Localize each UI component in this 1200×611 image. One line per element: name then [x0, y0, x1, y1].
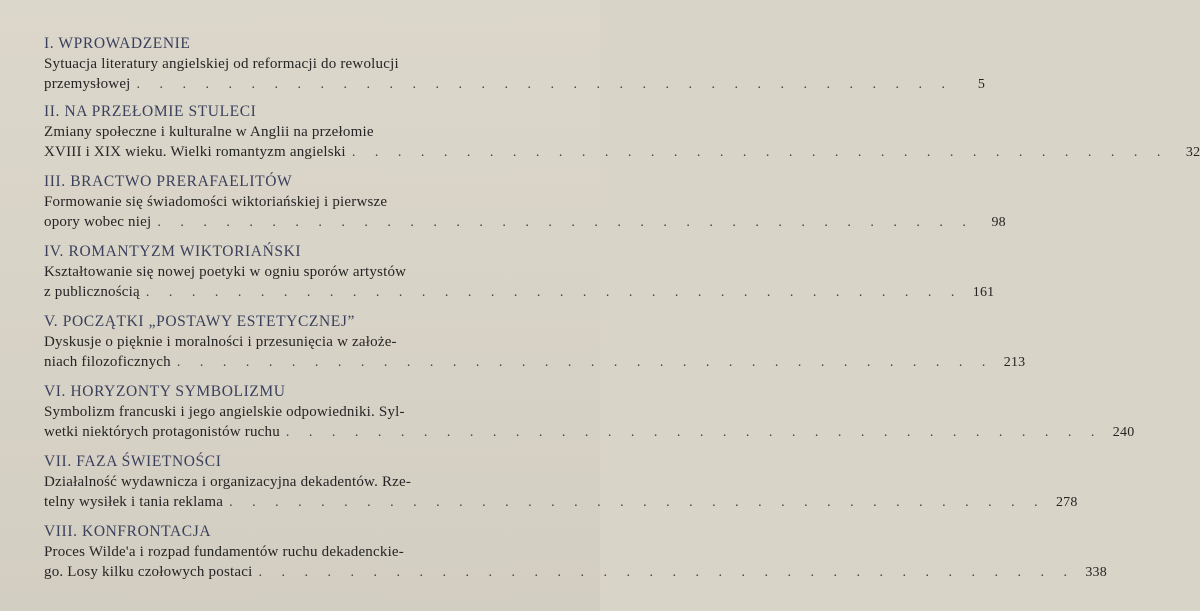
toc-entry-7 — [44, 452, 1078, 522]
toc-entry-5 — [44, 312, 1026, 382]
leader-dots: . . . . . . . . . . . . . . . . . . . . . . . . . . . . . . . . . . . . — [136, 77, 954, 92]
leader-dots: . . . . . . . . . . . . . . . . . . . . . . . . . . . . . . . . . . . . — [351, 145, 1169, 160]
leader-dots: . . . . . . . . . . . . . . . . . . . . . . . . . . . . . . . . . . . . — [176, 355, 994, 370]
chapter-title: I. WPROWADZENIE — [44, 35, 191, 52]
toc-entry-8 — [44, 522, 1107, 592]
toc-entry-2 — [44, 102, 1200, 172]
chapter-description-end: opory wobec niej — [44, 214, 152, 230]
chapter-description: Dyskusje o pięknie i moralności i przesunięcia w założe- — [44, 334, 397, 350]
chapter-description-end: XVIII i XIX wieku. Wielki romantyzm angielski — [44, 144, 346, 160]
chapter-last-line — [44, 352, 1026, 373]
chapter-description: Zmiany społeczne i kulturalne w Anglii na przełomie — [44, 124, 374, 140]
chapter-description: Formowanie się świadomości wiktoriańskiej i pierwsze — [44, 194, 388, 210]
chapter-title: III. BRACTWO PRERAFAELITÓW — [44, 173, 293, 190]
page-number: 161 — [972, 285, 995, 300]
toc-entry-6 — [44, 382, 1135, 452]
chapter-description-end: telny wysiłek i tania reklama — [44, 494, 224, 510]
toc-entry-4 — [44, 242, 995, 312]
chapter-description: Symbolizm francuski i jego angielskie odpowiedniki. Syl- — [44, 404, 405, 420]
page-number: 278 — [1055, 495, 1078, 510]
toc-entry-1 — [44, 34, 986, 102]
chapter-last-line — [44, 74, 986, 95]
chapter-description-end: go. Losy kilku czołowych postaci — [44, 564, 253, 580]
chapter-title: II. NA PRZEŁOMIE STULECI — [44, 103, 257, 120]
chapter-last-line — [44, 562, 1107, 583]
page-number: 338 — [1085, 565, 1107, 580]
chapter-last-line — [44, 422, 1135, 443]
table-of-contents — [44, 34, 1200, 592]
leader-dots: . . . . . . . . . . . . . . . . . . . . . . . . . . . . . . . . . . . . — [285, 425, 1103, 440]
chapter-title: V. POCZĄTKI „POSTAWY ESTETYCZNEJ” — [44, 313, 355, 330]
chapter-last-line — [44, 282, 995, 303]
leader-dots: . . . . . . . . . . . . . . . . . . . . . . . . . . . . . . . . . . . . — [145, 285, 963, 300]
chapter-title: VI. HORYZONTY SYMBOLIZMU — [44, 383, 286, 400]
chapter-title: VII. FAZA ŚWIETNOŚCI — [44, 453, 222, 470]
chapter-description: Proces Wilde'a i rozpad fundamentów ruchu dekadenckie- — [44, 544, 404, 560]
page-number: 98 — [991, 215, 1006, 230]
chapter-last-line — [44, 142, 1200, 163]
page-number: 5 — [977, 77, 986, 92]
leader-dots: . . . . . . . . . . . . . . . . . . . . . . . . . . . . . . . . . . . . — [157, 215, 974, 230]
page-number: 240 — [1112, 425, 1135, 440]
chapter-description-end: przemysłowej — [44, 76, 131, 92]
leader-dots: . . . . . . . . . . . . . . . . . . . . . . . . . . . . . . . . . . . . — [258, 565, 1075, 580]
page-number: 213 — [1003, 355, 1026, 370]
chapter-description-end: z publicznością — [44, 284, 140, 300]
chapter-description-end: wetki niektórych protagonistów ruchu — [44, 424, 280, 440]
chapter-description: Działalność wydawnicza i organizacyjna dekadentów. Rze- — [44, 474, 412, 490]
chapter-title: IV. ROMANTYZM WIKTORIAŃSKI — [44, 243, 302, 260]
chapter-last-line — [44, 492, 1078, 513]
chapter-description-end: niach filozoficznych — [44, 354, 171, 370]
chapter-description: Sytuacja literatury angielskiej od reformacji do rewolucji — [44, 56, 399, 72]
toc-entry-3 — [44, 172, 1006, 242]
chapter-title: VIII. KONFRONTACJA — [44, 523, 212, 540]
chapter-description: Kształtowanie się nowej poetyki w ogniu sporów artystów — [44, 264, 407, 280]
leader-dots: . . . . . . . . . . . . . . . . . . . . . . . . . . . . . . . . . . . . — [229, 495, 1046, 510]
page-number: 32 — [1185, 145, 1200, 160]
chapter-last-line — [44, 212, 1006, 233]
